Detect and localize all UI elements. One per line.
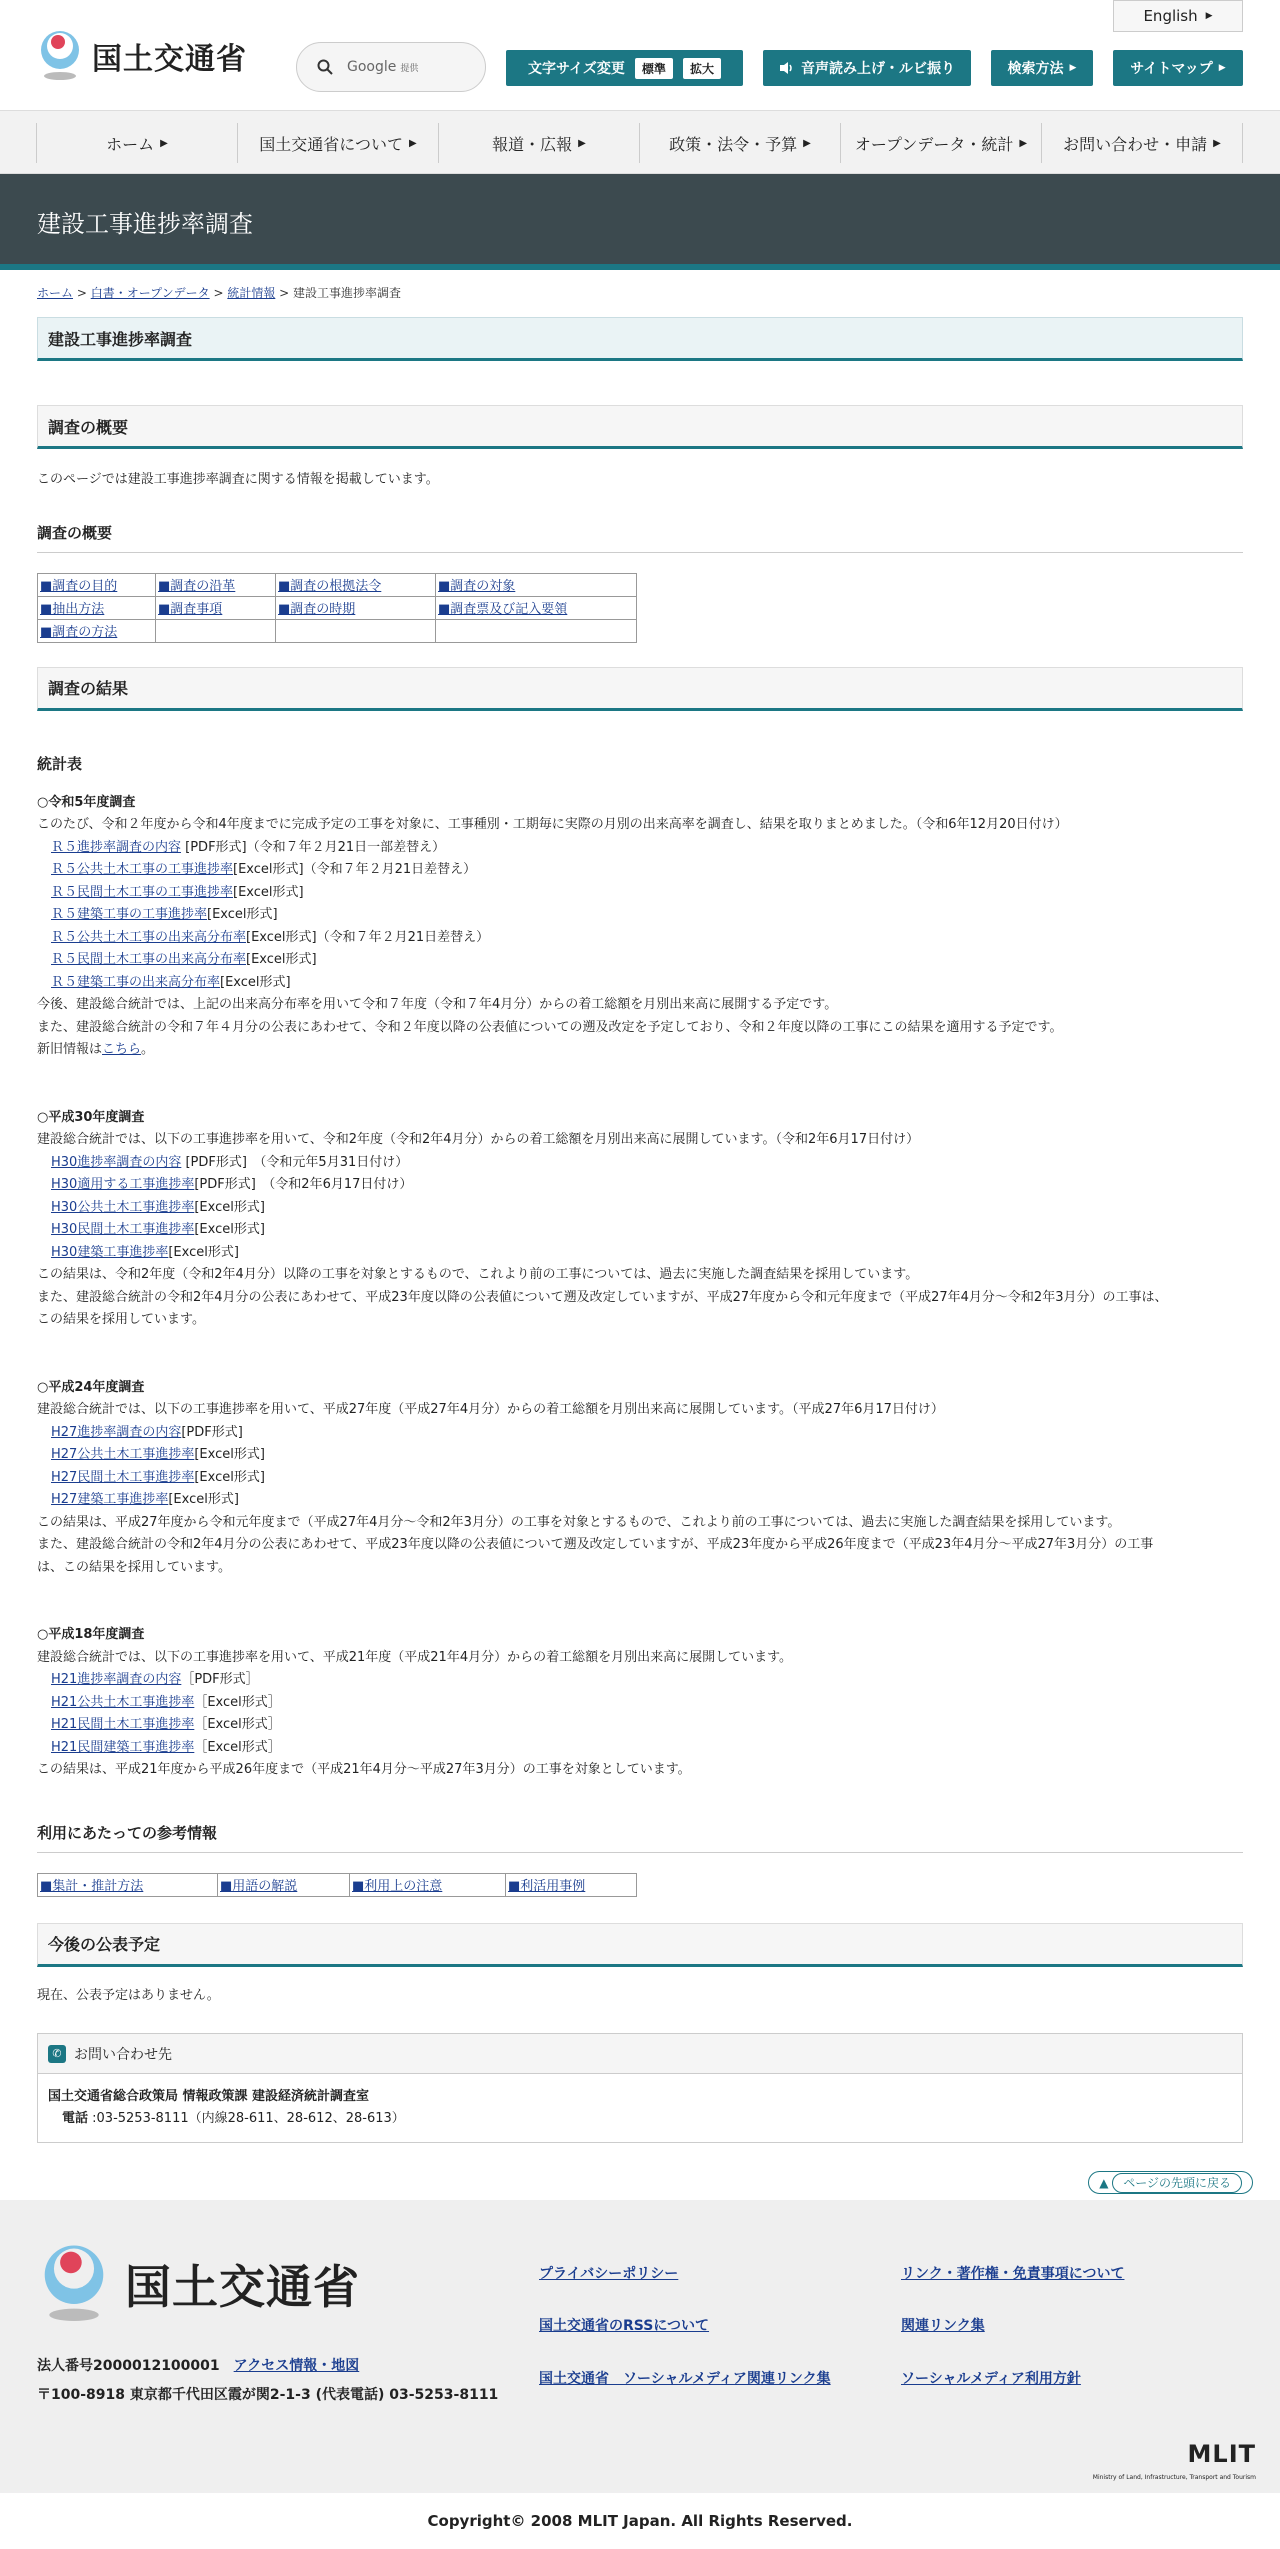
file-format-note: [Excel形式] <box>194 1447 265 1462</box>
speaker-icon <box>779 61 795 75</box>
file-format-note: [Excel形式] <box>194 1469 265 1485</box>
triangle-right-icon: ▶ <box>1218 63 1226 73</box>
r5-newold-link[interactable]: こちら <box>102 1042 142 1057</box>
mlit-wordmark: MLIT Ministry of Land, Infrastructure, Transport and Tourism <box>1092 2440 1256 2481</box>
h18-link-private-building[interactable]: H21民間建築工事進捗率 <box>51 1739 195 1755</box>
nav-label: ホーム <box>106 134 155 154</box>
h30-link-building[interactable]: H30建築工事進捗率 <box>51 1244 169 1260</box>
footer-address: 〒100-8918 東京都千代田区霞が関2-1-3 (代表電話) 03-5253-8111 <box>37 2387 499 2403</box>
search-method-button[interactable] <box>991 50 1093 86</box>
h30-note: また、建設総合統計の令和2年4月分の公表にあわせて、平成23年度以降の公表値について遡及改定していますが、平成27年度から令和元年度まで（平成27年4月分～令和2年3月分）の工事は、 <box>37 1289 1168 1305</box>
h24-intro: 建設総合統計では、以下の工事進捗率を用いて、平成27年度（平成27年4月分）からの着工総額を月別出来高に展開しています。（平成27年6月17日付け） <box>37 1402 944 1417</box>
file-format-note: ［Excel形式］ <box>194 1717 281 1732</box>
global-nav <box>0 110 1280 174</box>
file-format-note: [Excel形式]（令和７年２月21日差替え） <box>246 929 490 945</box>
voice-ruby-button[interactable] <box>763 50 971 86</box>
sitemap-label: サイトマップ <box>1130 61 1213 77</box>
sitemap-button[interactable] <box>1113 50 1243 86</box>
r5-title: ○令和5年度調査 <box>37 794 136 810</box>
link-method[interactable]: ■調査の方法 <box>40 625 118 640</box>
link-usage-notes[interactable]: ■利用上の注意 <box>352 1879 443 1894</box>
empty-cell <box>436 619 637 642</box>
phone-icon: ✆ <box>48 2045 66 2063</box>
breadcrumb-stats[interactable]: 統計情報 <box>227 286 276 300</box>
section-heading: 建設工事進捗率調査 <box>37 317 1243 361</box>
triangle-right-icon: ▶ <box>1213 137 1221 149</box>
r5-link-private-civil[interactable]: Ｒ５民間土木工事の工事進捗率 <box>51 884 234 900</box>
back-to-top <box>0 2171 1253 2194</box>
search-method-label: 検索方法 <box>1007 61 1064 77</box>
contact-phone: 電話 :03-5253-8111（内線28-611、28-612、28-613） <box>62 2111 405 2126</box>
nav-item-press[interactable] <box>439 123 640 163</box>
link-timing[interactable]: ■調査の時期 <box>278 602 356 617</box>
site-footer <box>0 2200 1280 2493</box>
h24-title: ○平成24年度調査 <box>37 1379 145 1395</box>
file-format-note: [PDF形式] <box>181 1424 243 1440</box>
voice-label: 音声読み上げ・ルビ振り <box>801 61 955 77</box>
h30-link-applied[interactable]: H30適用する工事進捗率 <box>51 1177 195 1192</box>
empty-cell <box>276 619 436 642</box>
results-heading: 調査の結果 <box>37 667 1243 711</box>
r5-note: また、建設総合統計の令和７年４月分の公表にあわせて、令和２年度以降の公表値についての遡及改定を予定しており、令和２年度以降の工事にこの結果を適用する予定です。 <box>37 1019 1063 1035</box>
file-format-note: [Excel形式]（令和７年２月21日差替え） <box>233 862 477 877</box>
nav-label: お問い合わせ・申請 <box>1063 134 1208 154</box>
site-logo[interactable] <box>36 30 247 82</box>
link-legal-basis[interactable]: ■調査の根拠法令 <box>278 579 382 594</box>
nav-item-about[interactable] <box>238 123 439 163</box>
triangle-right-icon: ▶ <box>1205 11 1213 21</box>
link-forms[interactable]: ■調査票及び記入要領 <box>438 602 568 617</box>
triangle-right-icon: ▶ <box>1019 137 1028 149</box>
footer-logo[interactable] <box>37 2242 360 2326</box>
file-format-note: [PDF形式] （令和元年5月31日付け） <box>181 1154 409 1170</box>
file-format-note: ［PDF形式］ <box>181 1672 259 1687</box>
contact-box <box>37 2033 1243 2143</box>
r5-link-public-civil[interactable]: Ｒ５公共土木工事の工事進捗率 <box>51 862 234 877</box>
h24-link-building[interactable]: H27建築工事進捗率 <box>51 1492 169 1507</box>
h18-link-public-civil[interactable]: H21公共土木工事進捗率 <box>51 1694 195 1710</box>
nav-item-opendata[interactable] <box>841 123 1042 163</box>
corporate-number: 法人番号2000012100001 アクセス情報・地図 <box>37 2358 360 2374</box>
overview-link-table <box>37 573 637 643</box>
r5-note: 新旧情報はこちら。 <box>37 1042 155 1057</box>
file-format-note: [Excel形式] <box>220 974 291 990</box>
rss-link[interactable]: 国土交通省のRSSについて <box>539 2318 710 2334</box>
file-format-note: ［Excel形式］ <box>194 1694 281 1710</box>
english-label: English <box>1143 7 1198 25</box>
nav-item-contact[interactable] <box>1042 123 1243 163</box>
breadcrumb-current: 建設工事進捗率調査 <box>293 286 402 300</box>
h24-note: この結果は、平成27年度から令和元年度まで（平成27年4月分～令和2年3月分）の工事を対象とするもので、これより前の工事については、過去に実施した調査結果を採用しています。 <box>37 1514 1121 1530</box>
file-format-note: [Excel形式] <box>168 1492 239 1507</box>
triangle-right-icon: ▶ <box>1069 63 1077 73</box>
r5-link-public-civil-dist[interactable]: Ｒ５公共土木工事の出来高分布率 <box>51 929 247 945</box>
access-map-link[interactable]: アクセス情報・地図 <box>233 2358 360 2374</box>
breadcrumb-whitepaper[interactable]: 白書・オープンデータ <box>90 286 210 300</box>
nav-label: 政策・法令・予算 <box>669 134 798 154</box>
font-size-label: 文字サイズ変更 <box>528 61 625 77</box>
h30-section <box>37 1107 1243 1332</box>
h30-note: この結果は、令和2年度（令和2年4月分）以降の工事を対象とするもので、これより前の工事については、過去に実施した調査結果を採用しています。 <box>37 1267 919 1282</box>
site-logo-text: 国土交通省 <box>92 42 247 77</box>
link-estimation-method[interactable]: ■集計・推計方法 <box>40 1879 144 1894</box>
social-media-links-link[interactable]: 国土交通省 ソーシャルメディア関連リンク集 <box>539 2371 831 2387</box>
privacy-policy-link[interactable]: プライバシーポリシー <box>539 2266 679 2282</box>
breadcrumb: ホーム > 白書・オープンデータ > 統計情報 > 建設工事進捗率調査 <box>37 286 402 300</box>
file-format-note: [Excel形式] <box>207 907 278 922</box>
link-purpose[interactable]: ■調査の目的 <box>40 579 118 594</box>
nav-item-home[interactable] <box>36 123 238 163</box>
footer-logo-text: 国土交通省 <box>125 2260 360 2314</box>
reference-link-table <box>37 1873 637 1897</box>
h18-section <box>37 1624 1243 1782</box>
page-title: 建設工事進捗率調査 <box>37 210 253 238</box>
font-size-control <box>506 50 743 86</box>
contact-org: 国土交通省総合政策局 情報政策課 建設経済統計調査室 <box>48 2089 370 2104</box>
h18-link-private-civil[interactable]: H21民間土木工事進捗率 <box>51 1717 195 1732</box>
mlit-logo-icon <box>36 30 84 82</box>
page-title-band <box>0 174 1280 270</box>
h24-note: また、建設総合統計の令和2年4月分の公表にあわせて、平成23年度以降の公表値について遡及改定していますが、平成23年度から平成26年度まで（平成23年4月分～平成27年3月分）の工事 <box>37 1537 1154 1552</box>
r5-section <box>37 792 1243 1062</box>
main-content <box>0 284 1280 2143</box>
h24-note: は、この結果を採用しています。 <box>37 1559 231 1575</box>
file-format-note: [Excel形式] <box>194 1199 265 1215</box>
r5-intro: このたび、令和２年度から令和4年度までに完成予定の工事を対象に、工事種別・工期毎に実際の月別の出来高率を調査し、結果を取りまとめました。（令和6年12月20日付け） <box>37 817 1068 832</box>
overview-text: このページでは建設工事進捗率調査に関する情報を掲載しています。 <box>37 472 439 487</box>
link-items[interactable]: ■調査事項 <box>158 602 223 617</box>
r5-link-content[interactable]: Ｒ５進捗率調査の内容 <box>51 839 182 855</box>
triangle-right-icon: ▶ <box>160 137 168 149</box>
h30-note: この結果を採用しています。 <box>37 1312 205 1327</box>
h24-link-content[interactable]: H27進捗率調査の内容 <box>51 1424 182 1440</box>
r5-link-private-civil-dist[interactable]: Ｒ５民間土木工事の出来高分布率 <box>51 952 247 967</box>
empty-cell <box>156 619 276 642</box>
copyright-disclaimer-link[interactable]: リンク・著作権・免責事項について <box>901 2266 1125 2282</box>
file-format-note: [Excel形式] <box>194 1222 265 1237</box>
h18-title: ○平成18年度調査 <box>37 1627 145 1642</box>
file-format-note: [Excel形式] <box>246 952 317 967</box>
related-links-link[interactable]: 関連リンク集 <box>901 2318 985 2334</box>
h18-intro: 建設総合統計では、以下の工事進捗率を用いて、平成21年度（平成21年4月分）からの着工総額を月別出来高に展開しています。 <box>37 1649 793 1665</box>
triangle-right-icon: ▶ <box>408 137 417 149</box>
file-format-note: [Excel形式] <box>168 1244 239 1260</box>
font-size-large-button[interactable]: 拡大 <box>683 58 721 79</box>
file-format-note: [Excel形式] <box>233 884 304 900</box>
h30-title: ○平成30年度調査 <box>37 1109 145 1125</box>
link-sampling[interactable]: ■抽出方法 <box>40 602 105 617</box>
social-media-policy-link[interactable]: ソーシャルメディア利用方針 <box>901 2371 1081 2387</box>
contact-title: お問い合わせ先 <box>74 2046 172 2063</box>
h30-link-public-civil[interactable]: H30公共土木工事進捗率 <box>51 1199 195 1215</box>
font-size-standard-button[interactable]: 標準 <box>635 58 673 79</box>
link-glossary[interactable]: ■用語の解説 <box>220 1879 298 1894</box>
link-use-cases[interactable]: ■利活用事例 <box>508 1879 586 1894</box>
copyright: Copyright© 2008 MLIT Japan. All Rights Reserved. <box>427 2512 853 2530</box>
schedule-text: 現在、公表予定はありません。 <box>37 1987 220 2003</box>
schedule-heading: 今後の公表予定 <box>37 1923 1243 1967</box>
contact-header <box>38 2034 1242 2074</box>
nav-label: 報道・広報 <box>492 134 573 154</box>
breadcrumb-home[interactable]: ホーム <box>37 286 74 300</box>
h24-link-public-civil[interactable]: H27公共土木工事進捗率 <box>51 1447 195 1462</box>
link-history[interactable]: ■調査の沿革 <box>158 579 236 594</box>
triangle-right-icon: ▶ <box>803 137 811 149</box>
link-target[interactable]: ■調査の対象 <box>438 579 516 594</box>
site-header <box>0 0 1280 110</box>
search-placeholder: Google 提供 <box>347 59 419 75</box>
file-format-note: [PDF形式] （令和2年6月17日付け） <box>194 1177 413 1192</box>
overview-subheading: 調査の概要 <box>37 522 1243 553</box>
search-input[interactable] <box>296 42 486 92</box>
h18-note: この結果は、平成21年度から平成26年度まで（平成21年4月分～平成27年3月分）の工事を対象としています。 <box>37 1762 691 1777</box>
h24-section <box>37 1377 1243 1580</box>
h30-intro: 建設総合統計では、以下の工事進捗率を用いて、令和2年度（令和2年4月分）からの着工総額を月別出来高に展開しています。（令和2年6月17日付け） <box>37 1132 920 1147</box>
stats-subheading: 統計表 <box>37 754 83 773</box>
mlit-logo-icon <box>37 2242 111 2326</box>
contact-body <box>38 2074 1242 2142</box>
h24-link-private-civil[interactable]: H27民間土木工事進捗率 <box>51 1469 195 1485</box>
file-format-note: [PDF形式]（令和７年２月21日一部差替え） <box>181 839 446 855</box>
h18-link-content[interactable]: H21進捗率調査の内容 <box>51 1672 182 1687</box>
nav-label: オープンデータ・統計 <box>854 134 1014 154</box>
file-format-note: ［Excel形式］ <box>194 1739 281 1755</box>
nav-item-policy[interactable] <box>640 123 841 163</box>
h30-link-private-civil[interactable]: H30民間土木工事進捗率 <box>51 1222 195 1237</box>
r5-link-building-dist[interactable]: Ｒ５建築工事の出来高分布率 <box>51 974 221 990</box>
reference-subheading: 利用にあたっての参考情報 <box>37 1822 1243 1853</box>
h30-link-content[interactable]: H30進捗率調査の内容 <box>51 1154 182 1170</box>
triangle-right-icon: ▶ <box>578 137 586 149</box>
back-to-top-button[interactable]: ▲ ページの先頭に戻る <box>1088 2171 1253 2194</box>
nav-label: 国土交通省について <box>259 134 403 154</box>
r5-link-building[interactable]: Ｒ５建築工事の工事進捗率 <box>51 907 208 922</box>
search-icon <box>317 59 333 75</box>
english-button[interactable] <box>1113 0 1243 32</box>
r5-note: 今後、建設総合統計では、上記の出来高分布率を用いて令和７年度（令和７年4月分）からの着工総額を月別出来高に展開する予定です。 <box>37 997 838 1012</box>
overview-heading: 調査の概要 <box>37 405 1243 449</box>
